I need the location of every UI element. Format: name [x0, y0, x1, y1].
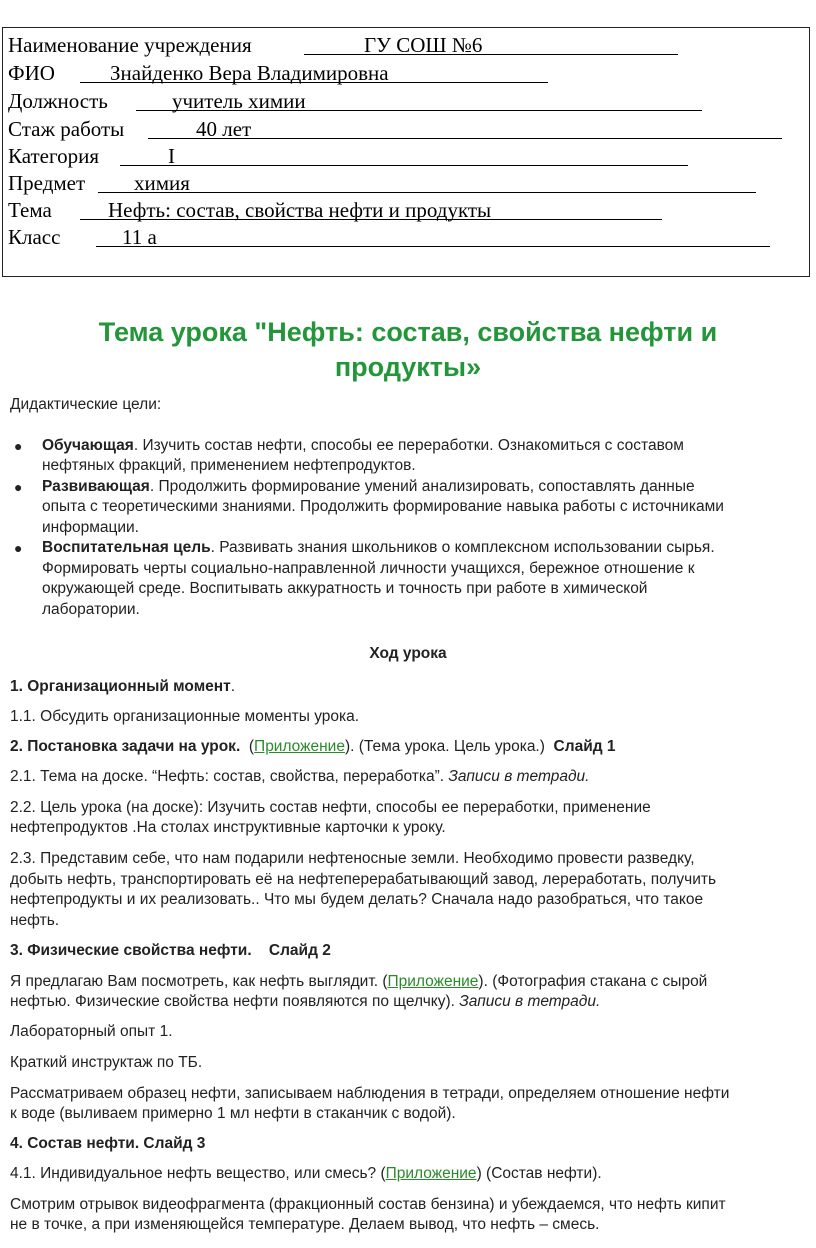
paragraph-2-3-line: нефть. — [10, 912, 60, 929]
info-value: 40 лет — [196, 117, 252, 141]
bullet-icon: ● — [14, 479, 23, 495]
fill-line — [98, 192, 756, 193]
info-row-category — [8, 143, 175, 169]
goal-text: . Развивать знания школьников о комплексном использовании сырья. — [210, 539, 715, 556]
goal-line: нефтяных фракций, применением нефтепродуктов. — [42, 457, 416, 474]
paragraph-2-3-line: добыть нефть, транспортировать её на нефтеперерабатывающий завод, лереработать, получить — [10, 871, 717, 888]
goal-line: окружающей среде. Воспитывать аккуратность и точность при работе в химической — [42, 580, 648, 597]
info-row-institution — [8, 32, 483, 58]
experiment-line: к воде (выливаем примерно 1 мл нефти в стаканчик с водой). — [10, 1105, 456, 1122]
paragraph-1-1: 1.1. Обсудить организационные моменты урока. — [10, 708, 360, 725]
paragraph-3-text: ). (Фотография стакана с сырой — [478, 973, 708, 990]
info-row-class — [8, 224, 157, 250]
lesson-title — [0, 315, 816, 385]
lesson-title-line2: продукты» — [334, 352, 482, 382]
paragraph-4-2-line: Смотрим отрывок видеофрагмента (фракционный состав бензина) и убеждаемся, что нефть кипит — [10, 1196, 726, 1213]
paragraph-4-1-text: ) (Состав нефти). — [476, 1165, 602, 1182]
goal-line: опыта с теоретическими знаниями. Продолжить формирование навыка работы с источниками — [42, 498, 724, 515]
section-1-title — [10, 677, 235, 698]
info-label: Класс — [8, 225, 61, 249]
goal-line: информации. — [42, 519, 139, 536]
paren-open: ( — [248, 738, 255, 755]
info-row-name — [8, 60, 389, 86]
info-label: Предмет — [8, 171, 86, 195]
info-row-experience — [8, 116, 252, 142]
info-label: Должность — [8, 89, 108, 113]
paragraph-2-3-line: нефтепродукты и их реализовать.. Что мы будем делать? Сначала надо разобраться, что такое — [10, 891, 704, 908]
didactic-goals-label: Дидактические цели: — [10, 396, 162, 413]
section-1-title-dot: . — [230, 678, 236, 695]
goal-text: . Изучить состав нефти, способы ее переработки. Ознакомиться с составом — [133, 437, 684, 454]
section-2-rest: ). (Тема урока. Цель урока.) — [344, 738, 545, 755]
paragraph-4-1 — [10, 1164, 602, 1185]
info-label: ФИО — [8, 61, 55, 85]
section-3-title — [10, 941, 331, 962]
info-value: I — [168, 144, 175, 168]
paragraph-3-line — [10, 972, 707, 993]
info-value: Знайденко Вера Владимировна — [110, 61, 389, 85]
experiment-line: Рассматриваем образец нефти, записываем наблюдения в тетради, определяем отношение нефти — [10, 1085, 730, 1102]
goal-title: Развивающая — [42, 478, 150, 495]
fill-line — [304, 54, 678, 55]
appendix-link[interactable]: Приложение — [254, 738, 345, 755]
info-label: Стаж работы — [8, 117, 125, 141]
section-4-title-text: 4. Состав нефти. Слайд 3 — [10, 1135, 206, 1152]
info-value: Нефть: состав, свойства нефти и продукты — [108, 198, 492, 222]
appendix-link[interactable]: Приложение — [385, 1165, 477, 1182]
paragraph-3-note: Записи в тетради. — [459, 993, 601, 1010]
paragraph-2-1-text: 2.1. Тема на доске. “Нефть: состав, свойства, переработка”. — [10, 768, 445, 785]
info-row-subject — [8, 170, 190, 196]
goal-title: Обучающая — [42, 437, 134, 454]
fill-line — [120, 165, 688, 166]
lesson-flow-heading: Ход урока — [369, 645, 447, 662]
section-2-title — [10, 737, 616, 758]
goal-line — [42, 538, 715, 559]
paragraph-2-1 — [10, 767, 589, 788]
lesson-title-line1: Тема урока "Нефть: состав, свойства нефти и — [98, 317, 718, 347]
info-label: Наименование учреждения — [8, 33, 252, 57]
paragraph-2-1-note: Записи в тетради. — [448, 768, 590, 785]
info-value: учитель химии — [172, 89, 306, 113]
section-1-title-text: 1. Организационный момент — [10, 678, 231, 695]
lab-experiment-label: Лабораторный опыт 1. — [10, 1023, 173, 1040]
paragraph-4-1-text: 4.1. Индивидуальное нефть вещество, или смесь? ( — [10, 1165, 386, 1182]
paragraph-3-text: нефтью. Физические свойства нефти появляются по щелчку). — [10, 993, 455, 1010]
info-label: Тема — [8, 198, 52, 222]
info-value: 11 а — [122, 225, 157, 249]
section-4-title — [10, 1134, 205, 1155]
info-value: ГУ СОШ №6 — [364, 33, 483, 57]
paragraph-4-2-line: не в точке, а при изменяющейся температуре. Делаем вывод, что нефть – смесь. — [10, 1216, 600, 1233]
safety-briefing: Краткий инструктаж по ТБ. — [10, 1054, 203, 1071]
paragraph-2-2-line: нефтепродуктов .На столах инструктивные карточки к уроку. — [10, 819, 446, 836]
goal-line — [42, 436, 684, 457]
info-label: Категория — [8, 144, 99, 168]
paragraph-2-3-line: 2.3. Представим себе, что нам подарили нефтеносные земли. Необходимо провести разведку, — [10, 850, 695, 867]
paragraph-3-line — [10, 992, 600, 1013]
appendix-link[interactable]: Приложение — [387, 973, 479, 990]
goal-line — [42, 477, 695, 498]
paragraph-3-text: Я предлагаю Вам посмотреть, как нефть выглядит. ( — [10, 973, 388, 990]
bullet-icon: ● — [14, 438, 23, 454]
info-value: химия — [134, 171, 190, 195]
bullet-icon: ● — [14, 540, 23, 556]
info-row-position — [8, 88, 306, 114]
section-2-title-text: 2. Постановка задачи на урок. — [10, 738, 241, 755]
goal-text: . Продолжить формирование умений анализировать, сопоставлять данные — [149, 478, 695, 495]
fill-line — [96, 246, 770, 247]
goal-title: Воспитательная цель — [42, 539, 211, 556]
slide-label: Слайд 2 — [268, 942, 331, 959]
slide-label: Слайд 1 — [553, 738, 616, 755]
paragraph-2-2-line: 2.2. Цель урока (на доске): Изучить состав нефти, способы ее переработки, применение — [10, 799, 651, 816]
section-3-title-text: 3. Физические свойства нефти. — [10, 942, 252, 959]
goal-line: лаборатории. — [42, 601, 140, 618]
info-row-topic — [8, 197, 492, 223]
goal-line: Формировать черты социально-направленной личности учащихся, бережное отношение к — [42, 560, 695, 577]
